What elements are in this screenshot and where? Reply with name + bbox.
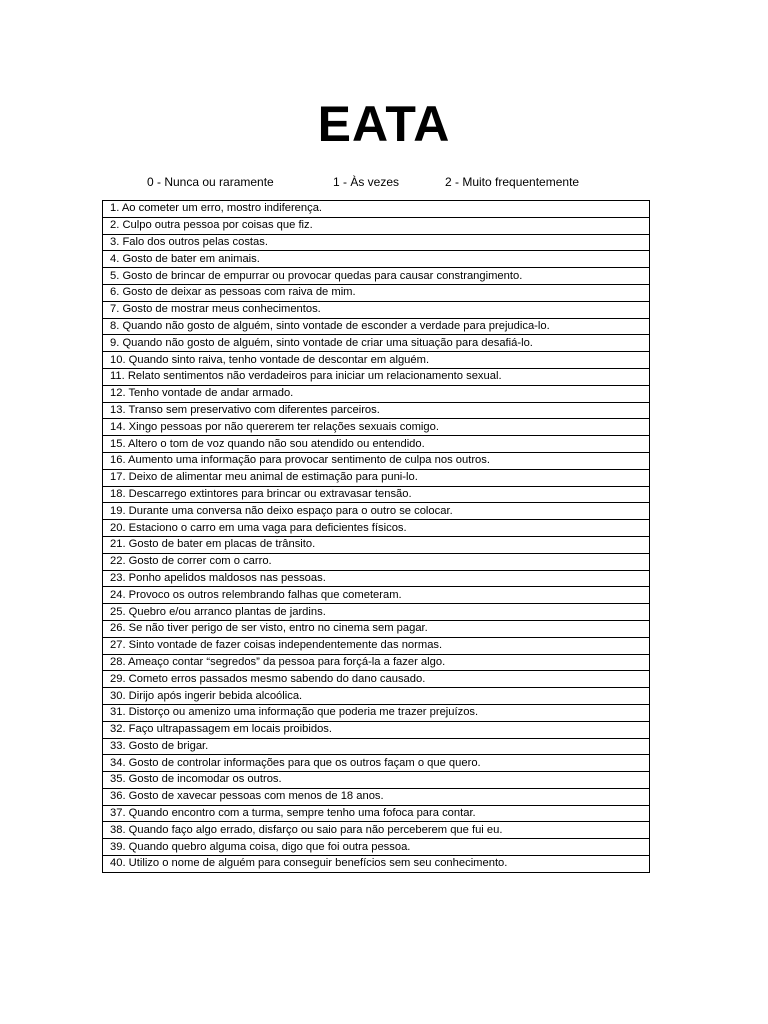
table-row [103, 419, 650, 436]
table-row [103, 301, 650, 318]
item-text: 25. Quebro e/ou arranco plantas de jardins. [103, 604, 650, 621]
table-row [103, 368, 650, 385]
item-text: 38. Quando faço algo errado, disfarço ou saio para não perceberem que fui eu. [103, 822, 650, 839]
item-text: 20. Estaciono o carro em uma vaga para deficientes físicos. [103, 520, 650, 537]
table-row [103, 234, 650, 251]
table-row [103, 402, 650, 419]
table-row [103, 251, 650, 268]
table-row [103, 587, 650, 604]
table-row [103, 503, 650, 520]
item-text: 34. Gosto de controlar informações para que os outros façam o que quero. [103, 755, 650, 772]
table-row [103, 284, 650, 301]
item-text: 9. Quando não gosto de alguém, sinto vontade de criar uma situação para desafiá-lo. [103, 335, 650, 352]
item-text: 15. Altero o tom de voz quando não sou atendido ou entendido. [103, 436, 650, 453]
item-text: 40. Utilizo o nome de alguém para conseguir benefícios sem seu conhecimento. [103, 856, 650, 873]
item-text: 31. Distorço ou amenizo uma informação que poderia me trazer prejuízos. [103, 704, 650, 721]
scale-option-1: 1 - Às vezes [333, 175, 400, 189]
table-row [103, 856, 650, 873]
item-text: 30. Dirijo após ingerir bebida alcoólica. [103, 688, 650, 705]
table-row [103, 536, 650, 553]
table-row [103, 335, 650, 352]
table-row [103, 318, 650, 335]
item-text: 6. Gosto de deixar as pessoas com raiva de mim. [103, 284, 650, 301]
table-row [103, 469, 650, 486]
table-row [103, 772, 650, 789]
item-text: 33. Gosto de brigar. [103, 738, 650, 755]
item-text: 4. Gosto de bater em animais. [103, 251, 650, 268]
item-text: 8. Quando não gosto de alguém, sinto vontade de esconder a verdade para prejudica-lo. [103, 318, 650, 335]
item-text: 5. Gosto de brincar de empurrar ou provocar quedas para causar constrangimento. [103, 268, 650, 285]
table-row [103, 721, 650, 738]
item-text: 2. Culpo outra pessoa por coisas que fiz. [103, 217, 650, 234]
table-row [103, 486, 650, 503]
table-row [103, 201, 650, 218]
questionnaire-table [102, 200, 650, 873]
response-scale [0, 173, 768, 191]
item-text: 23. Ponho apelidos maldosos nas pessoas. [103, 570, 650, 587]
item-text: 39. Quando quebro alguma coisa, digo que foi outra pessoa. [103, 839, 650, 856]
item-text: 26. Se não tiver perigo de ser visto, entro no cinema sem pagar. [103, 620, 650, 637]
table-row [103, 738, 650, 755]
item-text: 14. Xingo pessoas por não quererem ter relações sexuais comigo. [103, 419, 650, 436]
table-row [103, 436, 650, 453]
table-row [103, 520, 650, 537]
item-text: 24. Provoco os outros relembrando falhas que cometeram. [103, 587, 650, 604]
table-row [103, 452, 650, 469]
item-text: 22. Gosto de correr com o carro. [103, 553, 650, 570]
item-text: 11. Relato sentimentos não verdadeiros para iniciar um relacionamento sexual. [103, 368, 650, 385]
scale-option-2: 2 - Muito frequentemente [445, 175, 580, 189]
table-row [103, 671, 650, 688]
item-text: 21. Gosto de bater em placas de trânsito. [103, 536, 650, 553]
table-row [103, 620, 650, 637]
item-text: 36. Gosto de xavecar pessoas com menos de 18 anos. [103, 788, 650, 805]
item-text: 16. Aumento uma informação para provocar sentimento de culpa nos outros. [103, 452, 650, 469]
item-text: 3. Falo dos outros pelas costas. [103, 234, 650, 251]
item-text: 18. Descarrego extintores para brincar ou extravasar tensão. [103, 486, 650, 503]
table-row [103, 217, 650, 234]
item-text: 12. Tenho vontade de andar armado. [103, 385, 650, 402]
item-text: 29. Cometo erros passados mesmo sabendo do dano causado. [103, 671, 650, 688]
table-row [103, 654, 650, 671]
table-row [103, 604, 650, 621]
table-row [103, 822, 650, 839]
table-row [103, 839, 650, 856]
item-text: 37. Quando encontro com a turma, sempre tenho uma fofoca para contar. [103, 805, 650, 822]
table-row [103, 352, 650, 369]
table-row [103, 268, 650, 285]
table-row [103, 688, 650, 705]
item-text: 28. Ameaço contar “segredos” da pessoa para forçá-la a fazer algo. [103, 654, 650, 671]
item-text: 35. Gosto de incomodar os outros. [103, 772, 650, 789]
item-text: 10. Quando sinto raiva, tenho vontade de descontar em alguém. [103, 352, 650, 369]
table-row [103, 385, 650, 402]
page-title: EATA [317, 96, 451, 152]
table-row [103, 805, 650, 822]
item-text: 7. Gosto de mostrar meus conhecimentos. [103, 301, 650, 318]
table-row [103, 637, 650, 654]
item-text: 27. Sinto vontade de fazer coisas independentemente das normas. [103, 637, 650, 654]
item-text: 13. Transo sem preservativo com diferentes parceiros. [103, 402, 650, 419]
item-text: 32. Faço ultrapassagem em locais proibidos. [103, 721, 650, 738]
scale-option-0: 0 - Nunca ou raramente [147, 175, 274, 189]
item-text: 1. Ao cometer um erro, mostro indiferença. [103, 201, 650, 218]
table-row [103, 570, 650, 587]
table-row [103, 553, 650, 570]
questionnaire-body [103, 201, 650, 873]
table-row [103, 788, 650, 805]
table-row [103, 704, 650, 721]
table-row [103, 755, 650, 772]
item-text: 17. Deixo de alimentar meu animal de estimação para puni-lo. [103, 469, 650, 486]
item-text: 19. Durante uma conversa não deixo espaço para o outro se colocar. [103, 503, 650, 520]
